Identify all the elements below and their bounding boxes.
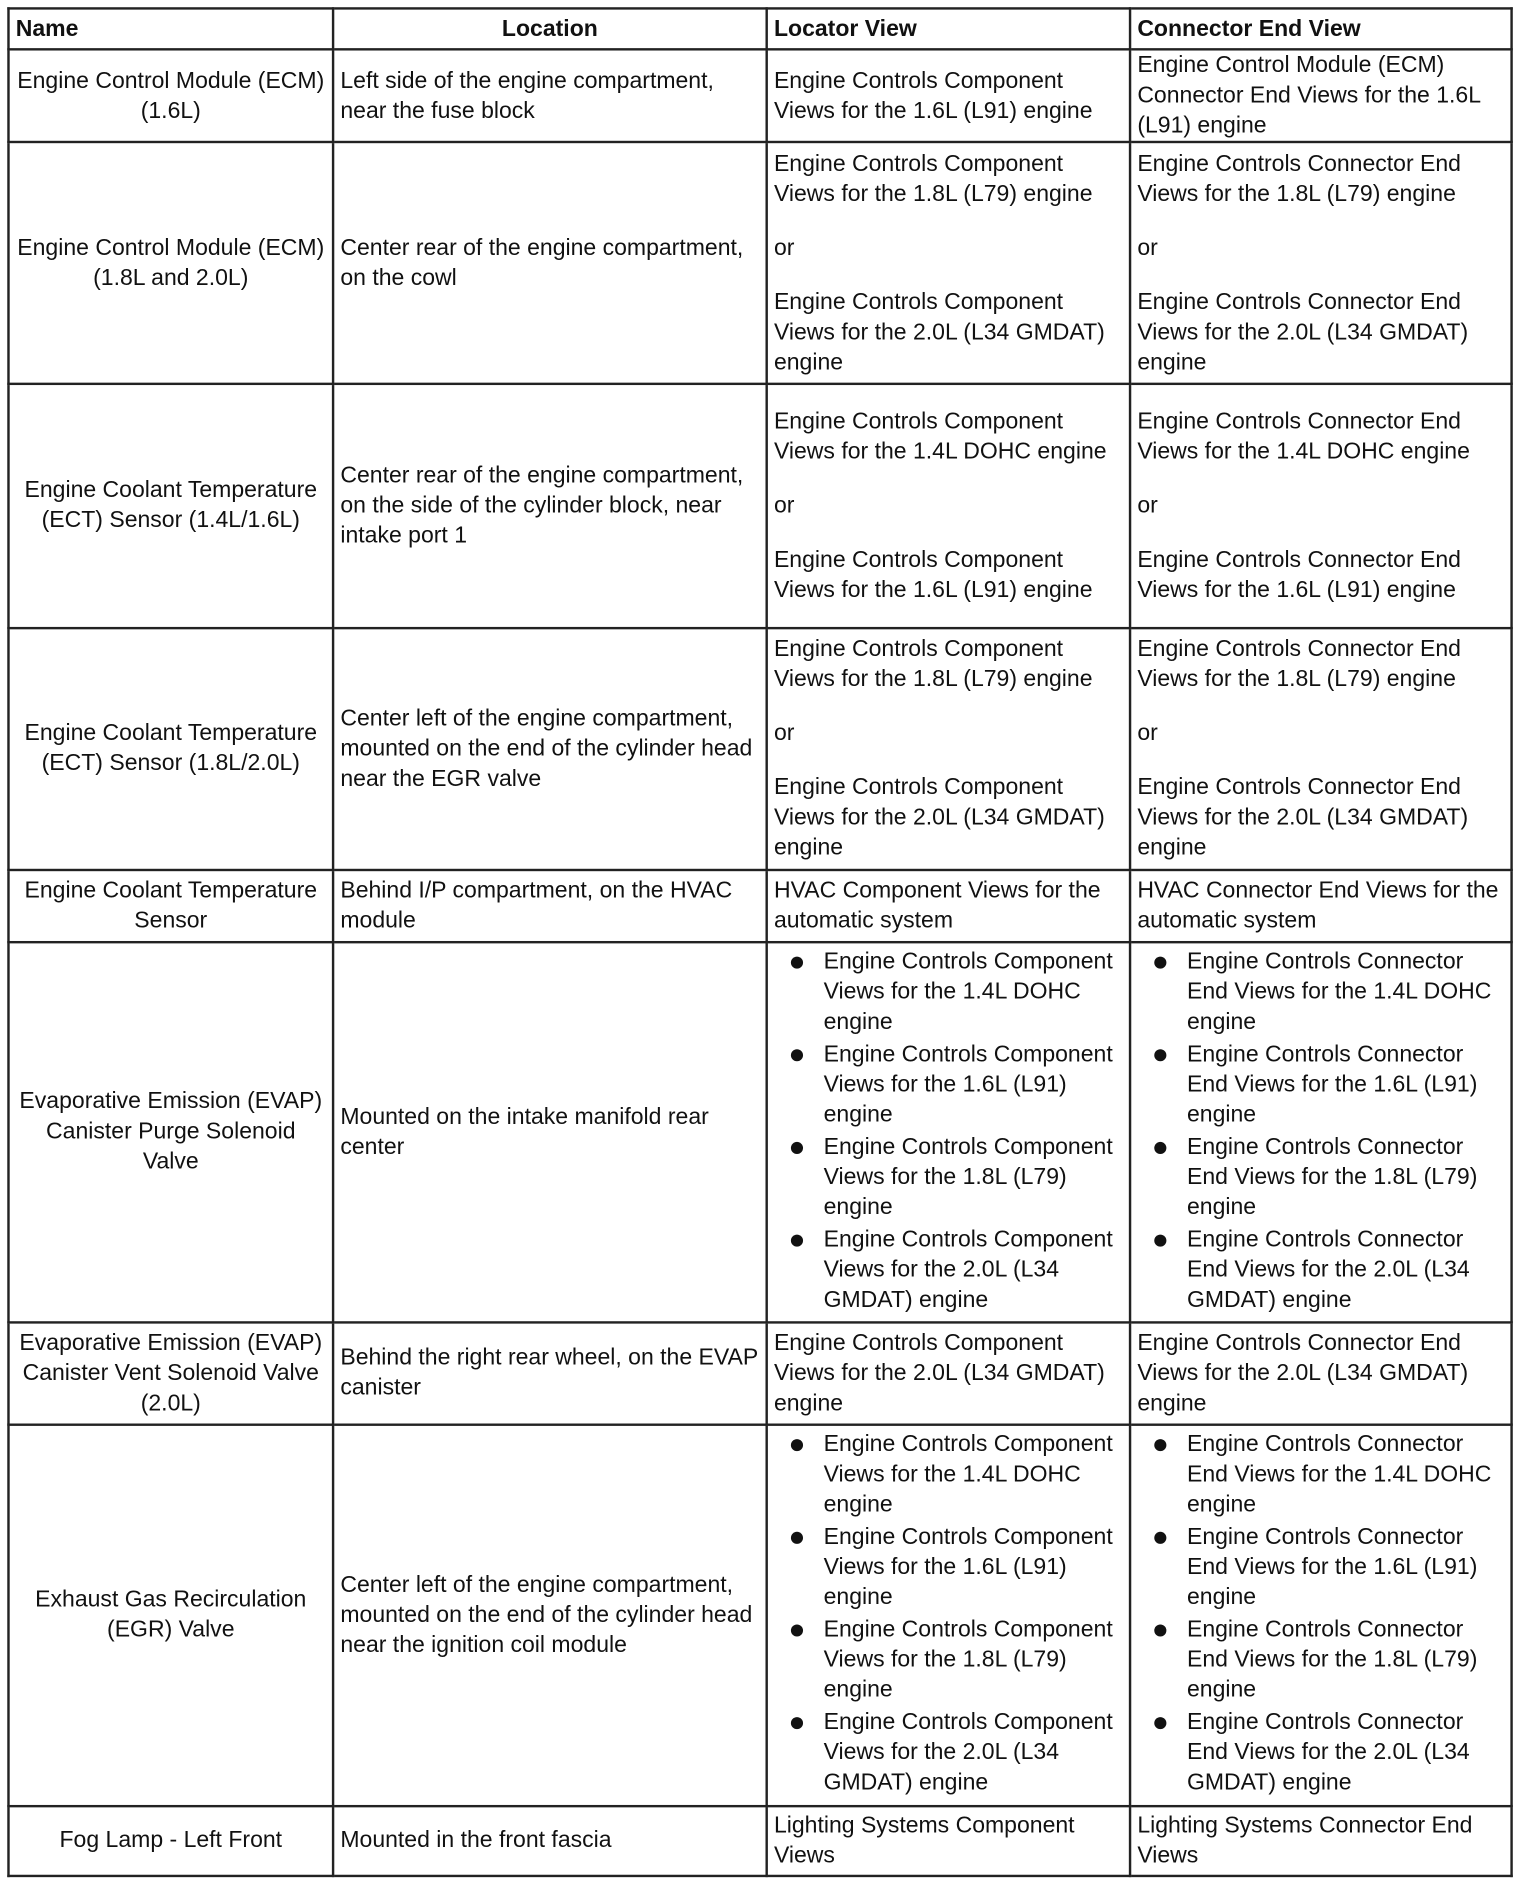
locator-view-cell (767, 384, 1130, 627)
locator-view-option: Engine Controls Component Views for the 1.6L (L91) engine (823, 1524, 1113, 1611)
list-item (1137, 1132, 1504, 1222)
header-row (8, 8, 1511, 49)
locator-view: HVAC Component Views for the automatic system (767, 869, 1130, 942)
locator-view-option: Engine Controls Component Views for the 2.0L (L34 GMDAT) engine (773, 774, 1105, 861)
bullet-icon (1154, 1717, 1166, 1729)
list-item (774, 1430, 1123, 1520)
component-name: Exhaust Gas Recirculation (EGR) Valve (8, 1425, 333, 1806)
bullet-icon (791, 1142, 803, 1154)
list-item (774, 1708, 1123, 1798)
or-separator: or (1137, 720, 1158, 747)
table-row (8, 1806, 1511, 1876)
locator-view-option: Engine Controls Component Views for the 1.8L (L79) engine (823, 1617, 1113, 1704)
component-location: Left side of the engine compartment, near the fuse block (333, 49, 767, 142)
list-item (774, 947, 1123, 1037)
locator-view-option: Engine Controls Component Views for the 1.4L DOHC engine (823, 1432, 1113, 1518)
connector-view-option: Engine Controls Connector End Views for the 2.0L (L34 GMDAT) engine (1186, 1710, 1470, 1796)
connector-end-view-cell (1130, 942, 1512, 1322)
connector-view-option: Engine Controls Connector End Views for the 1.8L (L79) engine (1186, 1617, 1478, 1704)
connector-view-option: Engine Controls Connector End Views for the 1.6L (L91) engine (1137, 547, 1461, 603)
locator-view: Engine Controls Component Views for the 2.0L (L34 GMDAT) engine (767, 1322, 1130, 1425)
list-item (1137, 1225, 1504, 1315)
bullet-icon (1154, 1142, 1166, 1154)
locator-view-option: Engine Controls Component Views for the 1.8L (L79) engine (773, 636, 1093, 692)
locator-view: Engine Controls Component Views for the 1.6L (L91) engine (767, 49, 1130, 142)
list-item (774, 1523, 1123, 1613)
component-name: Engine Control Module (ECM) (1.8L and 2.0L) (8, 142, 333, 384)
header-location: Location (333, 8, 767, 49)
locator-view-option: Engine Controls Component Views for the 1.4L DOHC engine (823, 949, 1113, 1035)
component-name: Evaporative Emission (EVAP) Canister Vent Solenoid Valve (2.0L) (8, 1322, 333, 1425)
component-location: Center left of the engine compartment, mounted on the end of the cylinder head near the ignition coil module (333, 1425, 767, 1806)
list-item (1137, 1523, 1504, 1613)
header-locator-view: Locator View (767, 8, 1130, 49)
table-row (8, 869, 1511, 942)
connector-view-list (1137, 947, 1504, 1315)
locator-view-list (774, 947, 1123, 1315)
bullet-icon (1154, 1440, 1166, 1452)
connector-end-view: Engine Control Module (ECM) Connector End Views for the 1.6L (L91) engine (1130, 49, 1512, 142)
locator-view-cell (767, 628, 1130, 870)
connector-view-option: Engine Controls Connector End Views for the 2.0L (L34 GMDAT) engine (1186, 1227, 1470, 1313)
connector-view-option: Engine Controls Connector End Views for the 1.6L (L91) engine (1186, 1524, 1478, 1611)
or-separator: or (773, 720, 795, 747)
connector-view-option: Engine Controls Connector End Views for the 1.8L (L79) engine (1186, 1134, 1478, 1220)
bullet-icon (791, 1717, 803, 1729)
bullet-icon (791, 1049, 803, 1061)
locator-view-option: Engine Controls Component Views for the 2.0L (L34 GMDAT) engine (773, 289, 1105, 376)
bullet-icon (791, 1532, 803, 1544)
locator-view: Lighting Systems Component Views (767, 1806, 1130, 1876)
or-separator: or (773, 493, 795, 519)
list-item (774, 1132, 1123, 1222)
component-name: Evaporative Emission (EVAP) Canister Purge Solenoid Valve (8, 942, 333, 1322)
bullet-icon (791, 1440, 803, 1452)
locator-view-option: Engine Controls Component Views for the 1.4L DOHC engine (773, 409, 1107, 465)
connector-end-view-cell (1130, 1425, 1512, 1806)
locator-view-option: Engine Controls Component Views for the 1.8L (L79) engine (823, 1134, 1113, 1220)
bullet-icon (1154, 1625, 1166, 1637)
connector-end-view: Lighting Systems Connector End Views (1130, 1806, 1512, 1876)
list-item (774, 1225, 1123, 1315)
component-name: Engine Control Module (ECM) (1.6L) (8, 49, 333, 142)
connector-view-option: Engine Controls Connector End Views for the 1.4L DOHC engine (1137, 409, 1470, 465)
bullet-icon (791, 956, 803, 968)
bullet-icon (1154, 1234, 1166, 1246)
table-row (8, 1425, 1511, 1806)
locator-view-option: Engine Controls Component Views for the 2.0L (L34 GMDAT) engine (823, 1710, 1113, 1796)
bullet-icon (791, 1234, 803, 1246)
component-locator-table (7, 7, 1513, 1877)
locator-view-option: Engine Controls Component Views for the 1.6L (L91) engine (823, 1041, 1113, 1128)
bullet-icon (1154, 1532, 1166, 1544)
connector-end-view-cell (1130, 142, 1512, 384)
connector-view-option: Engine Controls Connector End Views for the 1.4L DOHC engine (1186, 1432, 1492, 1518)
connector-view-option: Engine Controls Connector End Views for the 2.0L (L34 GMDAT) engine (1137, 289, 1469, 376)
table-row (8, 142, 1511, 384)
table-row (8, 942, 1511, 1322)
locator-view-cell (767, 1425, 1130, 1806)
locator-view-option: Engine Controls Component Views for the 1.6L (L91) engine (773, 547, 1093, 603)
component-location: Mounted on the intake manifold rear center (333, 942, 767, 1322)
locator-view-option: Engine Controls Component Views for the 1.8L (L79) engine (773, 151, 1093, 207)
bullet-icon (1154, 956, 1166, 968)
bullet-icon (791, 1625, 803, 1637)
component-name: Engine Coolant Temperature (ECT) Sensor (1.4L/1.6L) (8, 384, 333, 627)
component-location: Center rear of the engine compartment, on the side of the cylinder block, near intake port 1 (333, 384, 767, 627)
list-item (1137, 1708, 1504, 1798)
locator-view-option: Engine Controls Component Views for the 2.0L (L34 GMDAT) engine (823, 1227, 1113, 1313)
connector-view-option: Engine Controls Connector End Views for the 1.6L (L91) engine (1186, 1041, 1478, 1128)
component-location: Center rear of the engine compartment, on the cowl (333, 142, 767, 384)
connector-end-view-cell (1130, 628, 1512, 870)
connector-end-view: Engine Controls Connector End Views for the 2.0L (L34 GMDAT) engine (1130, 1322, 1512, 1425)
table-row (8, 628, 1511, 870)
locator-view-cell (767, 942, 1130, 1322)
connector-view-option: Engine Controls Connector End Views for the 2.0L (L34 GMDAT) engine (1137, 774, 1469, 861)
list-item (1137, 947, 1504, 1037)
connector-view-option: Engine Controls Connector End Views for the 1.8L (L79) engine (1137, 636, 1461, 692)
component-name: Engine Coolant Temperature Sensor (8, 869, 333, 942)
bullet-icon (1154, 1049, 1166, 1061)
component-name: Engine Coolant Temperature (ECT) Sensor (1.8L/2.0L) (8, 628, 333, 870)
connector-view-option: Engine Controls Connector End Views for the 1.8L (L79) engine (1137, 151, 1461, 207)
component-location: Center left of the engine compartment, mounted on the end of the cylinder head near the EGR valve (333, 628, 767, 870)
table-row (8, 49, 1511, 142)
connector-end-view-cell (1130, 384, 1512, 627)
list-item (1137, 1615, 1504, 1705)
connector-end-view: HVAC Connector End Views for the automatic system (1130, 869, 1512, 942)
locator-view-list (774, 1430, 1123, 1798)
component-location: Behind I/P compartment, on the HVAC module (333, 869, 767, 942)
list-item (774, 1615, 1123, 1705)
header-connector-end-view: Connector End View (1130, 8, 1512, 49)
header-name: Name (8, 8, 333, 49)
locator-view-cell (767, 142, 1130, 384)
or-separator: or (1137, 235, 1158, 262)
connector-view-option: Engine Controls Connector End Views for the 1.4L DOHC engine (1186, 949, 1492, 1035)
table-row (8, 384, 1511, 627)
component-name: Fog Lamp - Left Front (8, 1806, 333, 1876)
list-item (774, 1039, 1123, 1129)
or-separator: or (1137, 493, 1158, 519)
component-location: Mounted in the front fascia (333, 1806, 767, 1876)
list-item (1137, 1039, 1504, 1129)
or-separator: or (773, 235, 795, 262)
connector-view-list (1137, 1430, 1504, 1798)
list-item (1137, 1430, 1504, 1520)
component-location: Behind the right rear wheel, on the EVAP canister (333, 1322, 767, 1425)
table-row (8, 1322, 1511, 1425)
